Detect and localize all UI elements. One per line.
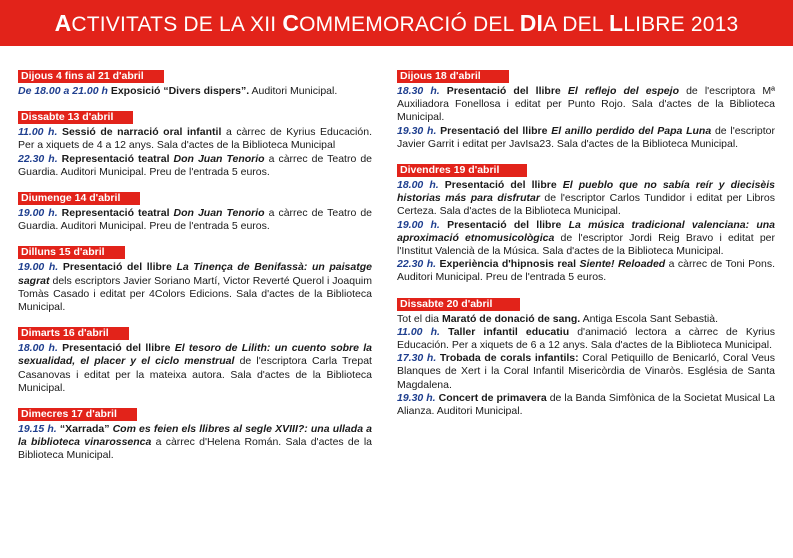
day-header: Dijous 18 d'abril [397, 70, 509, 83]
event-details: Auditori Municipal. [249, 85, 338, 97]
event-title: “Xarrada” [59, 423, 110, 436]
event-entry [397, 392, 775, 418]
book-title: El anillo perdido del Papa Luna [551, 124, 712, 137]
event-title: Sessió de narració oral infantil [61, 126, 222, 139]
event-details: a càrrec de Teatro de Guardia. Auditori Municipal. Preu de l'entrada 5 euros. [18, 207, 372, 233]
event-time: 19.00 h. [397, 218, 440, 231]
event-time: 17.30 h. [397, 352, 437, 365]
event-details: de l'escriptor Carlos Tundidor i editat per Libros Certeza. Sala d'actes de la Biblioteca Municipal. [397, 192, 775, 218]
event-title: Presentació del llibre [444, 179, 557, 192]
book-title: La música tradicional valenciana: una aproximació etnomusicològica [397, 218, 775, 244]
page-title: ACTIVITATS DE LA XII COMMEMORACIÓ DEL DIA DEL LLIBRE 2013 [54, 9, 739, 36]
book-title: El reflejo del espejo [567, 85, 679, 97]
day-header: Dissabte 20 d'abril [397, 298, 520, 311]
event-entry [397, 313, 775, 326]
event-entry [18, 153, 372, 179]
event-details: a càrrec d'Helena Román. Sala d'actes de la Biblioteca Municipal. [18, 436, 372, 462]
event-entry [18, 423, 372, 463]
event-entry [397, 352, 775, 392]
day-block [18, 404, 372, 463]
event-time: 18.30 h. [397, 85, 440, 97]
left-column [18, 66, 372, 472]
event-title: Representació teatral [61, 152, 170, 165]
event-entry [18, 85, 372, 98]
event-time: 18.00 h. [397, 179, 439, 192]
book-title: Don Juan Tenorio [173, 207, 265, 220]
event-title: Concert de primavera [438, 391, 547, 404]
event-time: 19.00 h. [18, 207, 58, 220]
event-details: de l'escriptora Carla Trepat Casanovas i editat per la mateixa autora. Sala d'actes de la Biblioteca Municipal. [18, 355, 372, 394]
day-block [18, 107, 372, 179]
event-title: Presentació del llibre [62, 342, 171, 355]
event-details: de l'escriptora Mª Auxiliadora Fonellosa i editat per Punto Rojo. Sala d'actes de la Biblioteca Municipal. [397, 85, 775, 124]
event-entry [18, 207, 372, 233]
day-header: Dimarts 16 d'abril [18, 327, 129, 340]
event-title: Representació teatral [61, 207, 170, 220]
event-time: 19.30 h. [397, 124, 437, 137]
event-title: Presentació del llibre [62, 261, 172, 274]
event-time: 11.00 h. [18, 126, 58, 139]
day-header: Dilluns 15 d'abril [18, 246, 125, 259]
event-entry [397, 125, 775, 151]
event-time: De 18.00 a 21.00 h [18, 85, 108, 97]
day-block [397, 66, 775, 151]
event-details: Antiga Escola Sant Sebastià. [580, 312, 718, 325]
day-header: Divendres 19 d'abril [397, 164, 527, 177]
event-title: Presentació del llibre [440, 124, 548, 137]
book-title: Com es feien els llibres al segle XVIII?: una ullada a la biblioteca vinarossenca [18, 423, 372, 449]
event-title: Trobada de corals infantils: [439, 352, 579, 365]
event-entry [397, 179, 775, 219]
event-entry [397, 258, 775, 284]
event-entry [18, 261, 372, 314]
event-title: Exposició “Divers dispers”. [110, 85, 250, 97]
event-entry [397, 85, 775, 125]
event-entry [397, 219, 775, 259]
event-time: 19.15 h. [18, 423, 57, 436]
event-title: Presentació del llibre [446, 85, 561, 97]
event-time: 22.30 h. [397, 258, 437, 271]
book-title: El tesoro de Lilith: un cuento sobre la sexualidad, el placer y el ciclo menstrual [18, 342, 372, 368]
event-details: a càrrec de Kyrius Educación. Per a xiquets de 4 a 12 anys. Sala d'actes de la Biblioteca Municipal [18, 126, 372, 152]
event-label: Tot el dia [397, 312, 440, 325]
book-title: Don Juan Tenorio [173, 152, 265, 165]
book-title: La Tinença de Benifassà: un paisatge sagrat [18, 261, 372, 287]
day-block [397, 160, 775, 285]
event-details: Coral Petiquillo de Benicarló, Coral Veus Blanques de Xert i la Coral Infantil Misericòrdia de Vinaròs. Església de Santa Magdalena. [397, 352, 775, 391]
day-block [18, 323, 372, 395]
event-title: Taller infantil educatiu [448, 325, 570, 338]
event-title: Experiència d'hipnosis real [439, 258, 577, 271]
right-column [397, 66, 775, 427]
book-title: El pueblo que no sabía reír y diecisèis historias más para disfrutar [397, 179, 776, 205]
event-title: Marató de donació de sang. [441, 312, 581, 325]
day-header: Dissabte 13 d'abril [18, 111, 133, 124]
day-block [18, 66, 372, 98]
title-banner [0, 0, 793, 46]
event-details: dels escriptors Javier Soriano Martí, Victor Reverté Querol i Joaquim Tomàs Casado i editat per 4Colors Edicions. Sala d'actes de la Biblioteca Municipal. [18, 274, 372, 314]
day-header: Dijous 4 fins al 21 d'abril [18, 70, 164, 83]
event-details: d'animació lectora a càrrec de Kyrius Educación. Per a xiquets de 6 a 12 anys. Sala d'actes de la Biblioteca Municipal. [397, 325, 776, 352]
day-block [397, 294, 775, 419]
event-entry [18, 342, 372, 395]
event-title: Presentació del llibre [447, 218, 562, 231]
day-block [18, 188, 372, 233]
event-time: 18.00 h. [18, 342, 58, 355]
event-entry [397, 326, 775, 352]
event-time: 11.00 h. [397, 325, 440, 338]
event-time: 19.30 h. [397, 391, 436, 404]
event-details: de l'escriptor Javier Garrit i editat per JavIsa23. Sala d'actes de la Biblioteca Municipal. [397, 124, 775, 150]
event-details: de la Banda Simfònica de la Societat Musical La Alianza. Auditori Municipal. [397, 391, 775, 418]
event-details: a càrrec de Teatro de Guardia. Auditori Municipal. Preu de l'entrada 5 euros. [18, 152, 372, 178]
event-details: a càrrec de Toni Pons. Auditori Municipal. Preu de l'entrada 5 euros. [397, 258, 776, 284]
day-block [18, 242, 372, 314]
day-header: Dimecres 17 d'abril [18, 408, 137, 421]
event-entry [18, 126, 372, 152]
event-details: de l'escriptor Jordi Reig Bravo i editat per l'Institut Valencià de la Música. Sala d'actes de la Biblioteca Municipal. [397, 231, 776, 258]
day-header: Diumenge 14 d'abril [18, 192, 140, 205]
event-time: 19.00 h. [18, 261, 59, 274]
event-time: 22.30 h. [18, 152, 58, 165]
book-title: Siente! Reloaded [579, 258, 666, 271]
